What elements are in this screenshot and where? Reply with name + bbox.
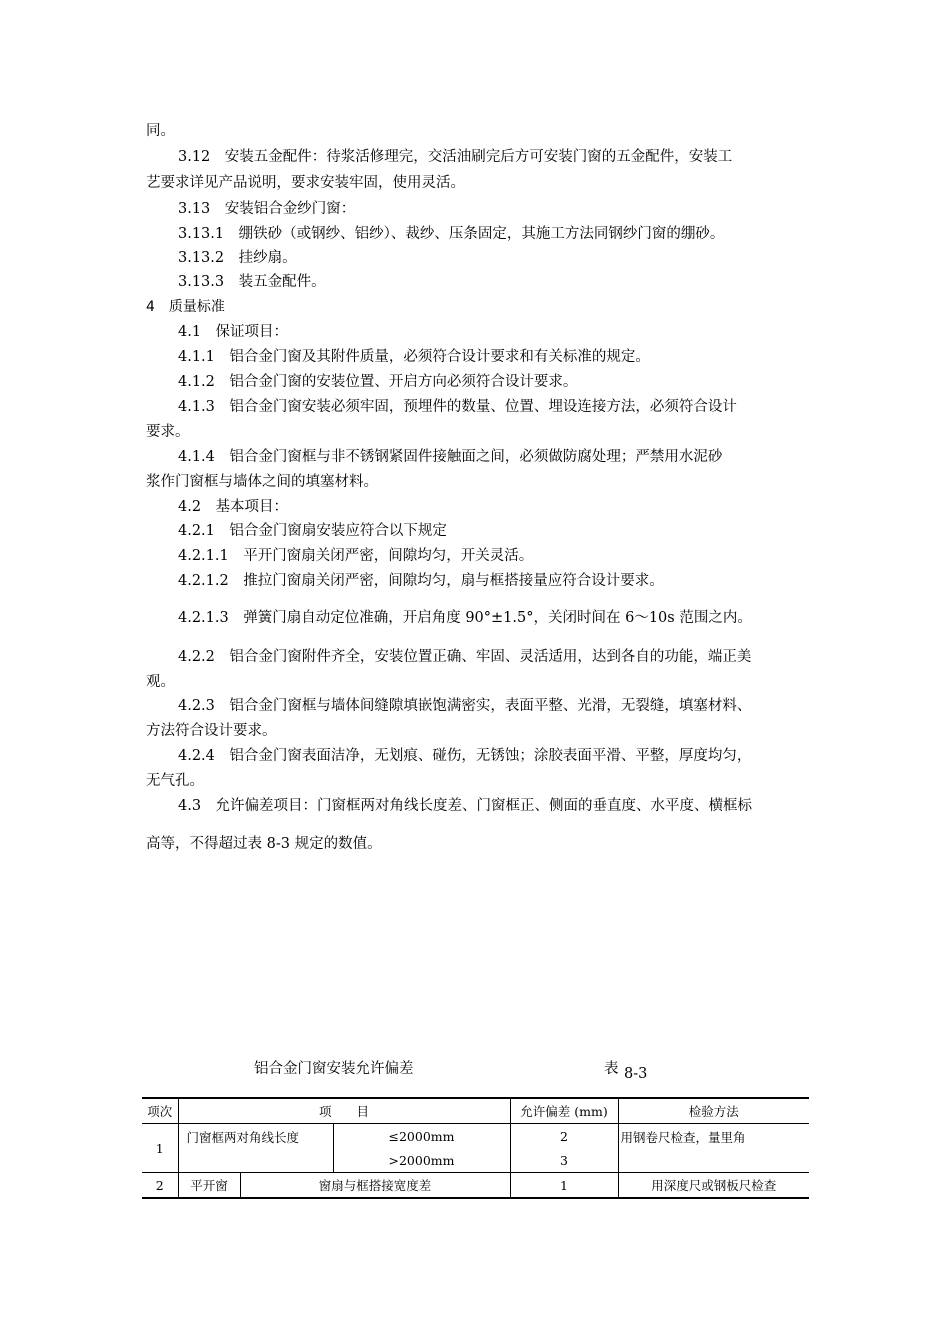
text-line: 高等，不得超过表 8-3 规定的数值。	[146, 836, 382, 852]
text-line: 无气孔。	[146, 773, 204, 789]
row2-item: 平开窗	[178, 1173, 240, 1199]
text-line: 4.2.1.3 弹簧门扇自动定位准确，开启角度 90°±1.5°，关闭时间在 6～10s 范围之内。	[178, 610, 752, 626]
text-line: 4.2.1.1 平开门窗扇关闭严密，间隙均匀，开关灵活。	[178, 548, 534, 564]
row1-val1: 2	[510, 1124, 618, 1149]
table-row	[142, 1173, 809, 1199]
row1-cond2: >2000mm	[333, 1148, 510, 1173]
text-line: 4.3 允许偏差项目：门窗框两对角线长度差、门窗框正、侧面的垂直度、水平度、横框标	[178, 798, 753, 814]
text-line: 4.2.1.2 推拉门窗扇关闭严密，间隙均匀，扇与框搭接量应符合设计要求。	[178, 573, 664, 589]
header-method: 检验方法	[618, 1098, 809, 1124]
row1-cond1: ≤2000mm	[333, 1124, 510, 1149]
header-tolerance: 允许偏差 (mm)	[510, 1098, 618, 1124]
text-line: 4.1.2 铝合金门窗的安装位置、开启方向必须符合设计要求。	[178, 374, 578, 390]
text-line: 4.2 基本项目：	[178, 499, 289, 515]
header-item: 项 目	[178, 1098, 510, 1124]
text-line: 4.2.2 铝合金门窗附件齐全，安装位置正确、牢固、灵活适用，达到各自的功能，端正美	[178, 649, 752, 665]
table-header-row	[142, 1098, 809, 1124]
text-line: 4.1.1 铝合金门窗及其附件质量，必须符合设计要求和有关标准的规定。	[178, 349, 650, 365]
text-line: 4.2.1 铝合金门窗扇安装应符合以下规定	[178, 523, 447, 539]
row1-val2: 3	[510, 1148, 618, 1173]
row1-seq: 1	[142, 1124, 178, 1173]
text-line: 3.13.1 绷铁砂（或钢纱、铝纱）、裁纱、压条固定，其施工方法同钢纱门窗的绷砂。	[178, 226, 725, 242]
table-caption: 铝合金门窗安装允许偏差	[254, 1061, 414, 1077]
row1-item: 门窗框两对角线长度	[178, 1124, 333, 1173]
text-line: 同。	[146, 123, 175, 139]
text-line: 4.1 保证项目：	[178, 324, 289, 340]
row2-method: 用深度尺或钢板尺检查	[618, 1173, 809, 1199]
row2-val: 1	[510, 1173, 618, 1199]
row1-method: 用钢卷尺检查，量里角	[618, 1124, 809, 1173]
table-number: 8-3	[624, 1066, 648, 1082]
section-heading: 4 质量标准	[146, 299, 225, 315]
text-line: 浆作门窗框与墙体之间的填塞材料。	[146, 474, 378, 490]
text-line: 4.2.4 铝合金门窗表面洁净，无划痕、碰伤，无锈蚀；涂胶表面平滑、平整，厚度均匀，	[178, 748, 752, 764]
row2-sub: 窗扇与框搭接宽度差	[240, 1173, 510, 1199]
text-line: 4.2.3 铝合金门窗框与墙体间缝隙填嵌饱满密实，表面平整、光滑，无裂缝，填塞材料、	[178, 698, 752, 714]
text-line: 观。	[146, 674, 175, 690]
text-line: 3.13 安装铝合金纱门窗：	[178, 201, 356, 217]
tolerance-table	[142, 1097, 809, 1199]
text-line: 方法符合设计要求。	[146, 723, 277, 739]
text-line: 3.13.3 装五金配件。	[178, 274, 326, 290]
table-row	[142, 1124, 809, 1149]
text-line: 4.1.4 铝合金门窗框与非不锈钢紧固件接触面之间，必须做防腐处理；严禁用水泥砂	[178, 449, 723, 465]
text-line: 要求。	[146, 424, 190, 440]
table-prefix: 表	[604, 1061, 619, 1077]
text-line: 4.1.3 铝合金门窗安装必须牢固，预埋件的数量、位置、埋设连接方法，必须符合设计	[178, 399, 737, 415]
text-line: 3.12 安装五金配件：待浆活修理完，交活油刷完后方可安装门窗的五金配件，安装工	[178, 149, 733, 165]
text-line: 艺要求详见产品说明，要求安装牢固，使用灵活。	[146, 175, 465, 191]
header-seq: 项次	[142, 1098, 178, 1124]
row2-seq: 2	[142, 1173, 178, 1199]
text-line: 3.13.2 挂纱扇。	[178, 250, 297, 266]
